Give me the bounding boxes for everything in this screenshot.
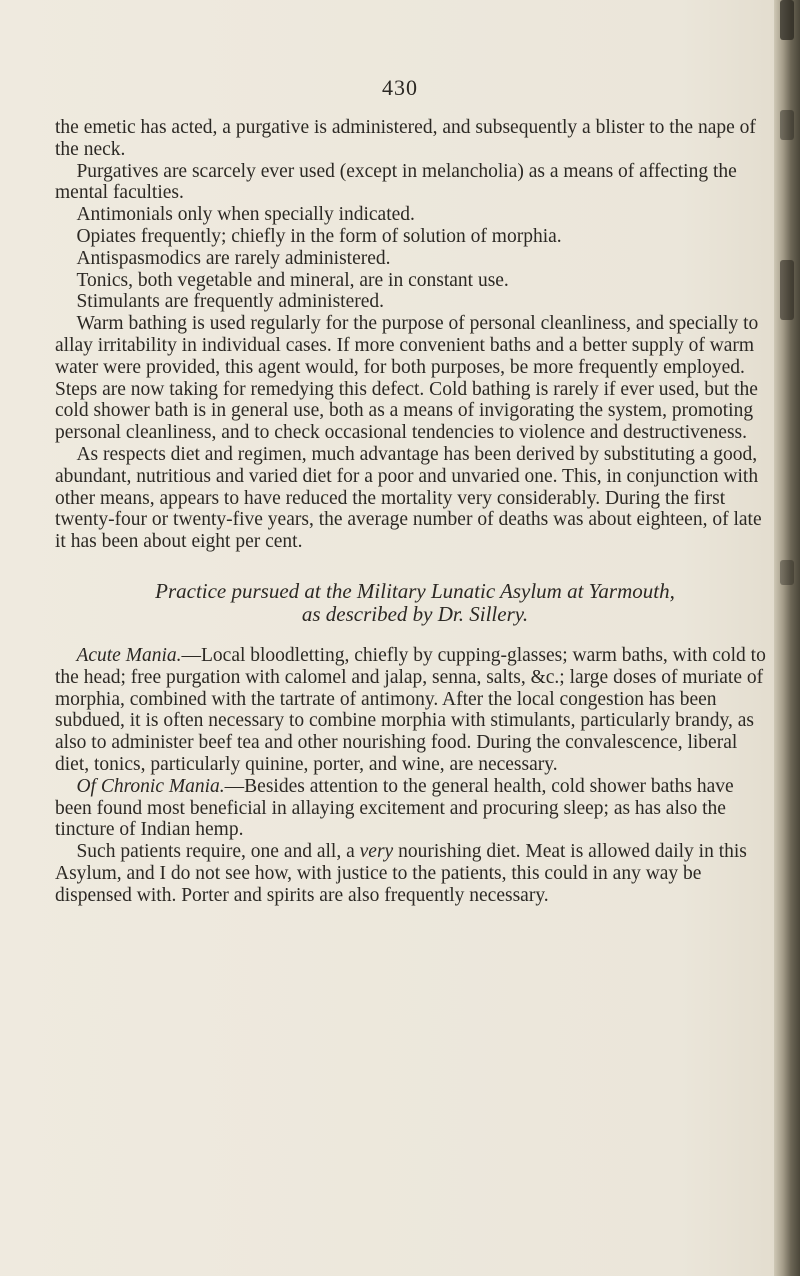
edge-mark (780, 0, 794, 40)
section-heading (55, 580, 775, 626)
acute-mania-text: —Local bloodletting, chiefly by cupping-glasses; warm baths, with cold to the head; free purgation with calomel and jalap, senna, salts, &c.; large doses of muriate of morphia, combined with the tartrate of antimony. After the local congestion has been subdued, it is often necessary to combine morphia with stimulants, particularly brandy, as also to administer beef tea and other nourishing food. During the convalescence, liberal diet, tonics, particularly quinine, porter, and wine, are necessary. (55, 644, 766, 775)
page-body (55, 117, 775, 907)
paragraph: Warm bathing is used regularly for the purpose of personal cleanliness, and specially to allay irritability in individual cases. If more convenient baths and a better supply of warm water were provided, this agent would, for both purposes, be more frequently employed. Steps are now taking for remedying this defect. Cold bathing is rarely if ever used, but the cold shower bath is in general use, both as a means of invigorating the system, promoting personal cleanliness, and to check occasional tendencies to violence and destructiveness. (55, 313, 759, 444)
edge-mark (780, 110, 794, 140)
diet-paragraph (55, 841, 775, 906)
chronic-mania-paragraph (55, 776, 775, 841)
edge-mark (780, 560, 794, 585)
paragraph: the emetic has acted, a purgative is administered, and subsequently a blister to the nape of the neck. (55, 117, 756, 160)
paragraph: Purgatives are scarcely ever used (except in melancholia) as a means of affecting the mental faculties. (55, 160, 737, 204)
paragraph: As respects diet and regimen, much advantage has been derived by substituting a good, abundant, nutritious and varied diet for a poor and unvaried one. This, in conjunction with other means, appears to have reduced the mortality very considerably. During the first twenty-four or twenty-five years, the average number of deaths was about eighteen, of late it has been about eight per cent. (55, 443, 762, 553)
section-heading-line1: Practice pursued at the Military Lunatic Asylum at Yarmouth, (155, 578, 675, 603)
page-edge-shadow (774, 0, 800, 1276)
paragraph: Antimonials only when specially indicated. (76, 204, 415, 226)
diet-text-start: Such patients require, one and all, a (76, 841, 360, 863)
acute-mania-label: Acute Mania. (76, 644, 182, 666)
acute-mania-paragraph (55, 645, 775, 776)
chronic-mania-text: —Besides attention to the general health, cold shower baths have been found most beneficial in allaying excitement and procuring sleep; as has also the tincture of Indian hemp. (55, 775, 734, 841)
diet-emphasis: very (359, 841, 394, 863)
chronic-mania-label: Of Chronic Mania. (76, 775, 225, 797)
paragraph: Tonics, both vegetable and mineral, are in constant use. (76, 269, 509, 291)
page-number: 430 (382, 75, 418, 100)
diet-text-end: nourishing diet. Meat is allowed daily in this Asylum, and I do not see how, with justice to the patients, this could in any way be dispensed with. Porter and spirits are also frequently necessary. (55, 841, 747, 906)
section-heading-line2: as described by Dr. Sillery. (301, 601, 529, 626)
edge-mark (780, 260, 794, 320)
paragraph: Antispasmodics are rarely administered. (76, 247, 391, 269)
paragraph: Stimulants are frequently administered. (76, 291, 385, 313)
paragraph: Opiates frequently; chiefly in the form of solution of morphia. (76, 225, 562, 247)
